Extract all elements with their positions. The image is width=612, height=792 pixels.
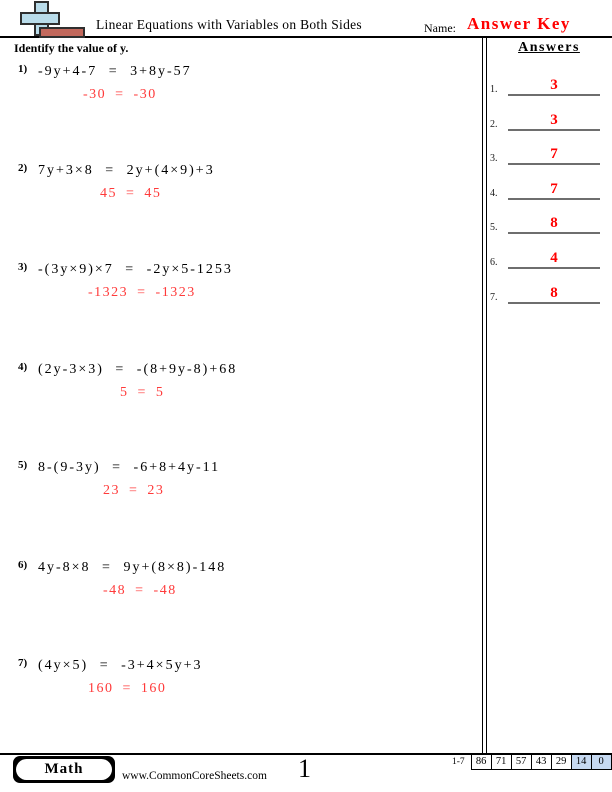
problem-item — [18, 260, 233, 301]
score-cell: 86 — [471, 754, 492, 770]
answer-blank-line — [508, 76, 600, 96]
problem-work-shown: -30 = -30 — [83, 87, 157, 102]
answer-value: 3 — [550, 77, 558, 93]
answer-value: 4 — [550, 250, 558, 266]
problem-number: 5) — [18, 459, 28, 471]
problem-work-shown: 5 = 5 — [120, 385, 165, 400]
score-strip — [452, 754, 612, 770]
problem-equation: 7y+3×8 = 2y+(4×9)+3 — [38, 163, 215, 178]
answer-number: 4. — [490, 188, 498, 199]
problem-equation: (2y-3×3) = -(8+9y-8)+68 — [38, 362, 238, 377]
problem-equation: 4y-8×8 = 9y+(8×8)-148 — [38, 560, 227, 575]
answer-number: 2. — [490, 119, 498, 130]
score-cell: 71 — [491, 754, 512, 770]
answer-row — [490, 282, 600, 304]
answer-number: 7. — [490, 292, 498, 303]
answer-value: 7 — [550, 146, 558, 162]
answer-value: 3 — [550, 112, 558, 128]
subject-badge-inner — [16, 759, 112, 780]
commoncoresheets-plus-icon — [20, 0, 90, 40]
problem-item — [18, 360, 237, 401]
problem-item — [18, 558, 226, 599]
subject-badge — [13, 756, 115, 783]
answer-number: 1. — [490, 84, 498, 95]
answer-blank-line — [508, 111, 600, 131]
score-range-label: 1-7 — [452, 757, 465, 767]
page-number: 1 — [298, 754, 311, 783]
answer-blank-line — [508, 284, 600, 304]
score-cell: 29 — [551, 754, 572, 770]
problem-number: 3) — [18, 261, 28, 273]
problem-item — [18, 458, 220, 499]
problem-work-shown: -1323 = -1323 — [88, 285, 196, 300]
problem-work-shown: 160 = 160 — [88, 681, 167, 696]
answer-row — [490, 109, 600, 131]
answer-row — [490, 212, 600, 234]
subject-badge-label: Math — [44, 761, 84, 777]
answers-column-divider — [482, 38, 487, 753]
website-link: www.CommonCoreSheets.com — [122, 770, 267, 782]
answer-blank-line — [508, 145, 600, 165]
problem-number: 6) — [18, 559, 28, 571]
worksheet-title: Linear Equations with Variables on Both Sides — [96, 17, 362, 32]
answer-number: 5. — [490, 222, 498, 233]
problem-number: 2) — [18, 162, 28, 174]
problem-number: 7) — [18, 657, 28, 669]
header-divider-line — [0, 36, 612, 38]
answer-blank-line — [508, 214, 600, 234]
answer-key-label: Answer Key — [467, 14, 571, 33]
score-cell: 43 — [531, 754, 552, 770]
answer-value: 8 — [550, 285, 558, 301]
answer-row — [490, 247, 600, 269]
problem-number: 4) — [18, 361, 28, 373]
problem-item — [18, 656, 202, 697]
answer-value: 7 — [550, 181, 558, 197]
answer-blank-line — [508, 180, 600, 200]
problem-number: 1) — [18, 63, 28, 75]
instruction-text: Identify the value of y. — [14, 41, 129, 55]
answer-row — [490, 74, 600, 96]
answer-number: 6. — [490, 257, 498, 268]
problem-work-shown: 23 = 23 — [103, 483, 165, 498]
answer-number: 3. — [490, 153, 498, 164]
score-cell: 14 — [571, 754, 592, 770]
problem-item — [18, 62, 192, 103]
problem-item — [18, 161, 215, 202]
problem-equation: -(3y×9)×7 = -2y×5-1253 — [38, 262, 233, 277]
score-cell: 0 — [591, 754, 612, 770]
answer-blank-line — [508, 249, 600, 269]
problem-equation: 8-(9-3y) = -6+8+4y-11 — [38, 460, 221, 475]
answer-value: 8 — [550, 215, 558, 231]
problem-equation: -9y+4-7 = 3+8y-57 — [38, 64, 192, 79]
answers-title: Answers — [518, 40, 580, 55]
problem-work-shown: -48 = -48 — [103, 583, 177, 598]
plus-icon-center — [36, 14, 47, 23]
answer-row — [490, 178, 600, 200]
problem-work-shown: 45 = 45 — [100, 186, 162, 201]
score-cell: 57 — [511, 754, 532, 770]
brick-icon — [39, 27, 85, 38]
answer-row — [490, 143, 600, 165]
name-label: Name: — [424, 21, 456, 35]
problem-equation: (4y×5) = -3+4×5y+3 — [38, 658, 203, 673]
